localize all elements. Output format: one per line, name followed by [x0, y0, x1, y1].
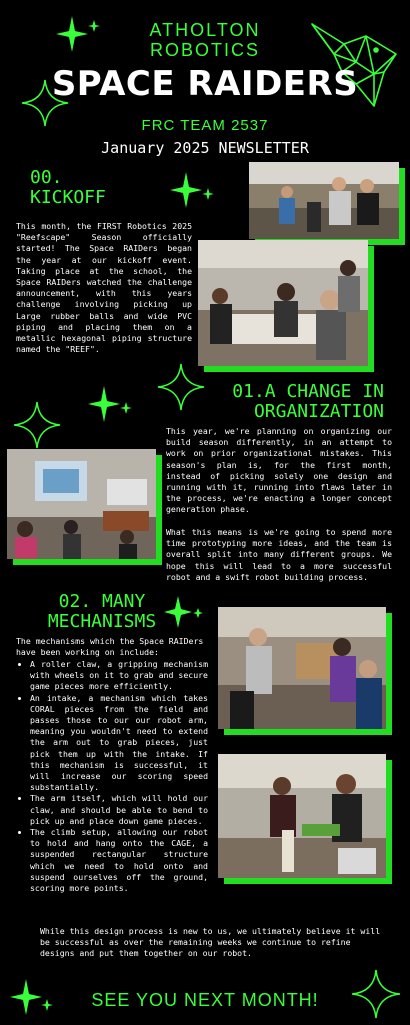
section-title-line-1: 02. MANY	[58, 591, 146, 612]
kickoff-photo-2	[198, 240, 368, 366]
kickoff-paragraph: This month, the FIRST Robotics 2025 "Reefscape" Season officially started! The Space RAIDers began the year at our kickoff event. Taking place at the school, the Space RAIDers watched the challenge announcement, with this years challenge involving picking up Large rubber balls and wide PVC piping and placing them on a metallic hexagonal piping structure named the "REEF".	[16, 221, 192, 355]
footer-message: SEE YOU NEXT MONTH!	[91, 990, 319, 1010]
list-item: • The arm itself, which will hold our claw, and should be able to bend to pick up and place down game pieces.	[30, 793, 208, 827]
org-name	[0, 20, 410, 60]
closing-paragraph: While this design process is new to us, we ultimately believe it will be successful as over the remaining weeks we continue to refine designs and put them together on our robot.	[40, 926, 381, 959]
mechanisms-list	[16, 659, 208, 894]
section-mechanisms-heading	[16, 592, 188, 632]
mechanisms-photo-1	[218, 607, 386, 729]
section-number: 00.	[30, 167, 63, 188]
section-title-line-1: 01.A CHANGE IN	[232, 381, 384, 402]
mechanisms-photo-2	[218, 754, 386, 878]
kickoff-photo-1	[249, 162, 399, 239]
organization-paragraph-1: This year, we're planning on organizing our build season differently, in an attempt to work on prior organizational mistakes. This season's plan is, for the first month, instead of picking solely one design and running with it, running into flaws later in the process, we're enacting a longer concept generation phase.	[166, 426, 392, 515]
sparkle-icon	[12, 400, 62, 450]
newsletter-title: January 2025 NEWSLETTER	[101, 139, 309, 157]
team-number: FRC TEAM 2537	[141, 117, 269, 134]
list-item: • The climb setup, allowing our robot to hold and hang onto the CAGE, a suspended rectangular structure which we need to hold onto and suspend ourselves off the ground, scoring more points.	[30, 827, 208, 894]
team-name: SPACE RAIDERS	[51, 64, 359, 104]
section-title-line-2: ORGANIZATION	[253, 401, 384, 422]
list-item: • A roller claw, a gripping mechanism with wheels on it to grab and secure game pieces more efficiently.	[30, 659, 208, 693]
sparkle-icon	[166, 170, 216, 210]
organization-paragraph-2: What this means is we're going to spend more time prototyping more ideas, and the team is overall split into many different groups. We hope this will lead to a more successful robot and a swift robot building process.	[166, 527, 392, 582]
mechanisms-intro: The mechanisms which the Space RAIDers have been working on include:	[16, 636, 204, 658]
section-organization-heading	[170, 382, 384, 422]
list-item: • An intake, a mechanism which takes CORAL pieces from the field and passes those to our our robot arm, meaning you wouldn't need to extend the arm out to grab pieces, just pick them up with the intake. If this mechanism is successful, it will increase our scoring speed substantially.	[30, 693, 208, 794]
section-title-line-2: MECHANISMS	[47, 611, 157, 632]
section-title: KICKOFF	[30, 187, 106, 208]
org-line-1: ATHOLTON	[149, 20, 261, 40]
section-kickoff-heading	[30, 168, 106, 208]
sparkle-icon	[84, 384, 134, 424]
org-line-2: ROBOTICS	[149, 40, 260, 60]
organization-photo	[7, 449, 156, 559]
